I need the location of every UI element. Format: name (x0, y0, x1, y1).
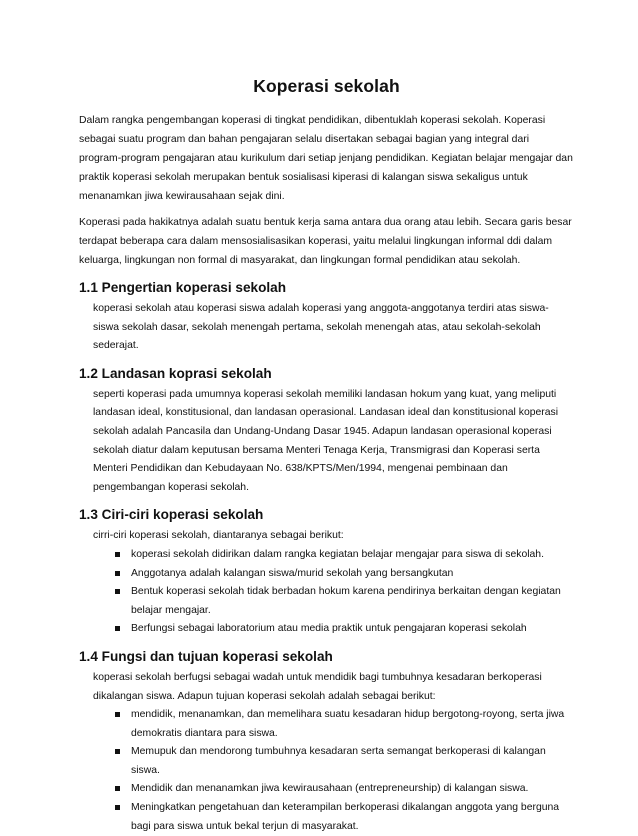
section-heading-1-1: 1.1 Pengertian koperasi sekolah (79, 280, 287, 295)
bullet-square-icon (115, 749, 120, 754)
bullet-square-icon (115, 712, 120, 717)
list-item: Anggotanya adalah kalangan siswa/murid sekolah yang bersangkutan (131, 565, 574, 584)
bullet-square-icon (115, 571, 120, 576)
intro-paragraph-2: Koperasi pada hakikatnya adalah suatu bentuk kerja sama antara dua orang atau lebih. Secara garis besar terdapat beberapa cara dalam mensosialisasikan koperasi, yaitu melalui lingkungan informal ddi dalam keluarga, lingkungan non formal di masyarakat, dan lingkungan formal pendidikan atau sekolah. (79, 217, 572, 266)
list-item: Mendidik dan menanamkan jiwa kewirausahaan (entrepreneurship) di kalangan siswa. (131, 780, 574, 799)
document-title: Koperasi sekolah (253, 76, 400, 96)
characteristics-list (79, 546, 574, 639)
list-item: koperasi sekolah didirikan dalam rangka kegiatan belajar mengajar para siswa di sekolah. (131, 546, 574, 565)
bullet-square-icon (115, 552, 120, 557)
section-heading-1-4: 1.4 Fungsi dan tujuan koperasi sekolah (79, 648, 333, 664)
section-text-1-2: seperti koperasi pada umumnya koperasi sekolah memiliki landasan hokum yang kuat, yang meliputi landasan ideal, konstitusional, dan landasan operasional. Landasan ideal dan konstitusional koperasi sekolah adalah Pancasila dan Undang-Undang Dasar 1945. Adapun landasan operasional koperasi sekolah diatur dalam keputusan bersama Menteri Tenaga Kerja, Transmigrasi dan Koperasi serta Menteri Pendidikan dan Kebudayaan No. 638/KPTS/Men/1994, mengenai pembinaan dan pengembangan koperasi sekolah. (93, 388, 559, 493)
list-item: mendidik, menanamkan, dan memelihara suatu kesadaran hidup bergotong-royong, serta jiwa demokratis diantara para siswa. (131, 706, 574, 743)
list-item: Memupuk dan mendorong tumbuhnya kesadaran serta semangat berkoperasi di kalangan siswa. (131, 743, 574, 780)
section-heading-1-2: 1.2 Landasan koprasi sekolah (79, 365, 272, 381)
goals-list (79, 706, 574, 836)
section-heading-1-3: 1.3 Ciri-ciri koperasi sekolah (79, 507, 264, 523)
list-item: Berfungsi sebagai laboratorium atau media praktik untuk pengajaran koperasi sekolah (131, 620, 574, 639)
list-item: Bentuk koperasi sekolah tidak berbadan hokum karena pendirinya berkaitan dengan kegiatan belajar mengajar. (131, 583, 574, 620)
intro-paragraph-1: Dalam rangka pengembangan koperasi di tingkat pendidikan, dibentuklah koperasi sekolah. Koperasi sebagai suatu program dan bahan pengajaran selalu disertakan sebagai bagian yang integral dari program-program pengajaran atau kurikulum dari setiap jenjang pendidikan. Kegiatan belajar mengajar dan praktik koperasi sekolah merupakan bentuk sosialisasi kiperasi di kalangan siswa sekaligus untuk menanamkan jiwa kewirausahaan sejak dini. (79, 115, 573, 202)
bullet-square-icon (115, 626, 120, 631)
section-text-1-1: koperasi sekolah atau koperasi siswa adalah koperasi yang anggota-anggotanya terdiri atas siswa-siswa sekolah dasar, sekolah menengah pertama, sekolah menengah atas, atau sekolah-sekolah sederajat. (93, 303, 549, 352)
list-item: Meningkatkan pengetahuan dan keterampilan berkoperasi dikalangan anggota yang berguna bagi para siswa untuk bekal terjun di masyarakat. (131, 799, 574, 836)
section-text-1-3: cirri-ciri koperasi sekolah, diantaranya sebagai berikut: (93, 530, 344, 542)
bullet-square-icon (115, 805, 120, 810)
bullet-square-icon (115, 589, 120, 594)
bullet-square-icon (115, 786, 120, 791)
section-text-1-4: koperasi sekolah berfugsi sebagai wadah untuk mendidik bagi tumbuhnya kesadaran berkoperasi dikalangan siswa. Adapun tujuan koperasi sekolah adalah sebagai berikut: (93, 671, 542, 702)
